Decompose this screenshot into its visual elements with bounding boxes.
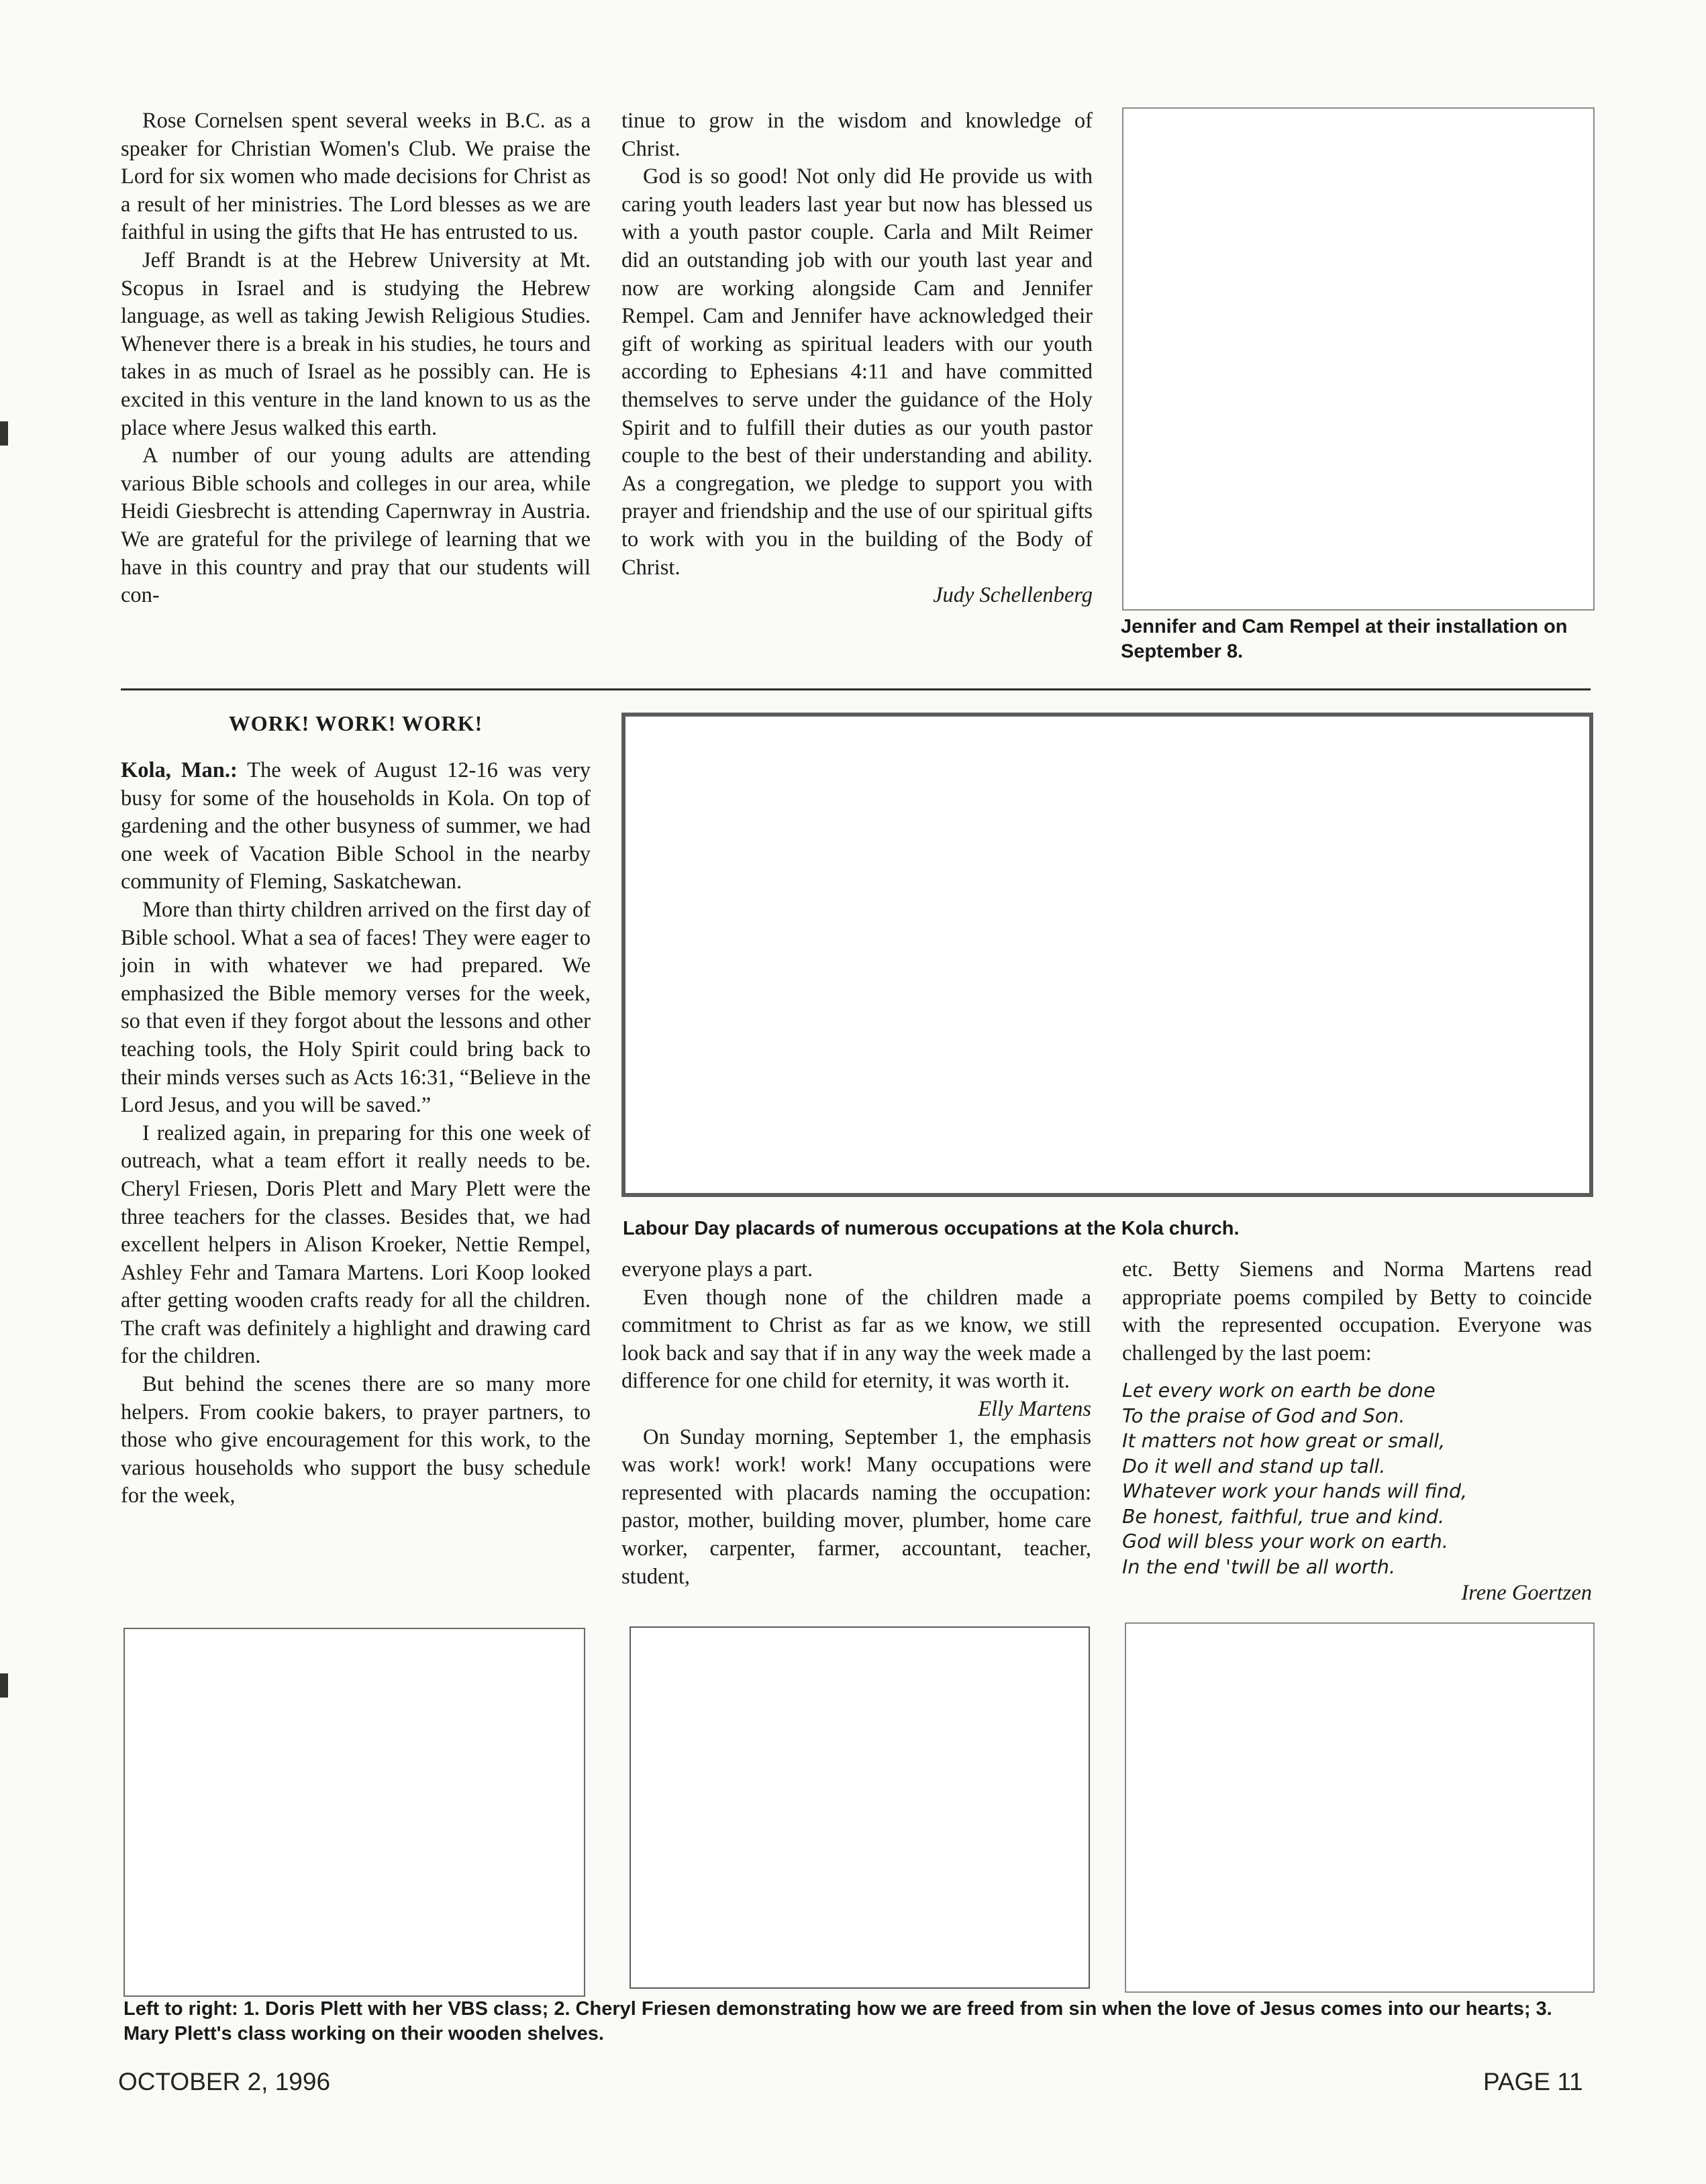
paragraph-commitment: Even though none of the children made a commitment to Christ as far as we know, we still look back and say that if in any way the week made a difference for one child for eternity, it was worth it.: [621, 1285, 1091, 1394]
signature-elly-martens: Elly Martens: [978, 1396, 1091, 1421]
top-column-1: [121, 107, 591, 610]
poem-line: Whatever work your hands will find,: [1122, 1480, 1468, 1503]
poem: [1122, 1378, 1592, 1579]
section-divider: [121, 688, 1591, 690]
photo-mary-plett-class: [1125, 1622, 1595, 1993]
photo-rempel-installation: [1122, 107, 1595, 611]
photo-cheryl-friesen: [630, 1626, 1090, 1989]
poem-line: God will bless your work on earth.: [1122, 1530, 1448, 1553]
footer-page-number: PAGE 11: [1483, 2068, 1583, 2095]
article-column-1: [121, 757, 591, 1510]
scan-edge-mark: [0, 1673, 8, 1698]
top-column-2: [621, 107, 1093, 610]
caption-rempel-installation: Jennifer and Cam Rempel at their installation on September 8.: [1121, 616, 1568, 662]
poem-line: To the praise of God and Son.: [1122, 1404, 1405, 1427]
photo-labour-day-placards: [621, 713, 1593, 1197]
paragraph-team-effort: I realized again, in preparing for this one week of outreach, what a team effort it really needs to be. Cheryl Friesen, Doris Plett and Mary Plett were the three teachers for the classes. Besides that, we had excellent helpers in Alison Kroeker, Nettie Rempel, Ashley Fehr and Tamara Martens. Lori Koop looked after getting wooden crafts ready for all the children. The craft was definitely a highlight and drawing card for the children.: [121, 1121, 591, 1369]
paragraph-thirty-children: More than thirty children arrived on the first day of Bible school. What a sea of faces! They were eager to join in with whatever we had prepared. We emphasized the Bible memory verses for the week, so that even if they forgot about the lessons and other teaching tools, the Holy Spirit could bring back to their minds verses such as Acts 16:31, “Believe in the Lord Jesus, and you will be saved.”: [121, 897, 591, 1118]
paragraph-kola-intro: [121, 757, 591, 896]
poem-line: It matters not how great or small,: [1122, 1430, 1446, 1453]
poem-line: Be honest, faithful, true and kind.: [1122, 1505, 1445, 1528]
paragraph-young-adults: A number of our young adults are attending various Bible schools and colleges in our area, while Heidi Giesbrecht is attending Capernwray in Austria. We are grateful for the privilege of learning that we have in this country and pray that our students will con-: [121, 444, 591, 608]
paragraph-jeff-brandt: Jeff Brandt is at the Hebrew University at Mt. Scopus in Israel and is studying the Hebrew language, as well as taking Jewish Religious Studies. Whenever there is a break in his studies, he tours and takes in as much of Israel as he possibly can. He is excited in this venture in the land known to us as the place where Jesus walked this earth.: [121, 248, 591, 440]
caption-labour-day-placards: Labour Day placards of numerous occupations at the Kola church.: [623, 1218, 1240, 1239]
photo-doris-plett-class: [123, 1628, 585, 1997]
paragraph-behind-scenes: But behind the scenes there are so many more helpers. From cookie bakers, to prayer partners, to those who give encouragement for this work, to the various households who support the busy schedule for the week,: [121, 1372, 591, 1508]
paragraph-everyone-plays: everyone plays a part.: [621, 1257, 813, 1282]
paragraph-sunday-morning: On Sunday morning, September 1, the emphasis was work! work! work! Many occupations were represented with placards naming the occupation: pastor, mother, building mover, plumber, home care worker, carpenter, farmer, accountant, teacher, student,: [621, 1424, 1091, 1589]
poem-line: Let every work on earth be done: [1122, 1380, 1436, 1402]
article-column-2: [621, 1256, 1091, 1591]
article-headline: WORK! WORK! WORK!: [228, 711, 483, 735]
paragraph-god-is-good: God is so good! Not only did He provide us with caring youth leaders last year but now has blessed us with a youth pastor couple. Carla and Milt Reimer did an outstanding job with our youth last year and now are working alongside Cam and Jennifer Rempel. Cam and Jennifer have acknowledged their gift of working as spiritual leaders with our youth according to Ephesians 4:11 and have committed themselves to serve under the guidance of the Holy Spirit and to fulfill their duties as our youth pastor couple to the best of their understanding and ability. As a congregation, we pledge to support you with prayer and friendship and the use of our spiritual gifts to work with you in the building of the Body of Christ.: [621, 164, 1093, 580]
dateline: Kola, Man.:: [121, 758, 238, 782]
caption-bottom-photos: Left to right: 1. Doris Plett with her VBS class; 2. Cheryl Friesen demonstrating how we are freed from sin when the love of Jesus comes into our hearts; 3. Mary Plett's class working on their wooden shelves.: [123, 1998, 1552, 2044]
footer-date: OCTOBER 2, 1996: [118, 2068, 331, 2095]
paragraph-continuation: tinue to grow in the wisdom and knowledge of Christ.: [621, 109, 1093, 161]
signature-judy-schellenberg: Judy Schellenberg: [933, 583, 1093, 608]
article-column-3: [1122, 1256, 1592, 1608]
paragraph-kola-intro-text: The week of August 12-16 was very busy for some of the households in Kola. On top of gardening and the other busyness of summer, we had one week of Vacation Bible School in the nearby community of Fleming, Saskatchewan.: [121, 758, 591, 894]
poem-line: Do it well and stand up tall.: [1122, 1455, 1386, 1477]
paragraph-poems: etc. Betty Siemens and Norma Martens read appropriate poems compiled by Betty to coincide with the represented occupation. Everyone was challenged by the last poem:: [1122, 1257, 1592, 1365]
paragraph-rose-cornelsen: Rose Cornelsen spent several weeks in B.C. as a speaker for Christian Women's Club. We praise the Lord for six women who made decisions for Christ as a result of her ministries. The Lord blesses as we are faithful in using the gifts that He has entrusted to us.: [121, 109, 591, 245]
signature-irene-goertzen: Irene Goertzen: [1461, 1581, 1592, 1606]
scan-edge-mark: [0, 421, 8, 446]
poem-line: In the end 'twill be all worth.: [1122, 1555, 1396, 1578]
